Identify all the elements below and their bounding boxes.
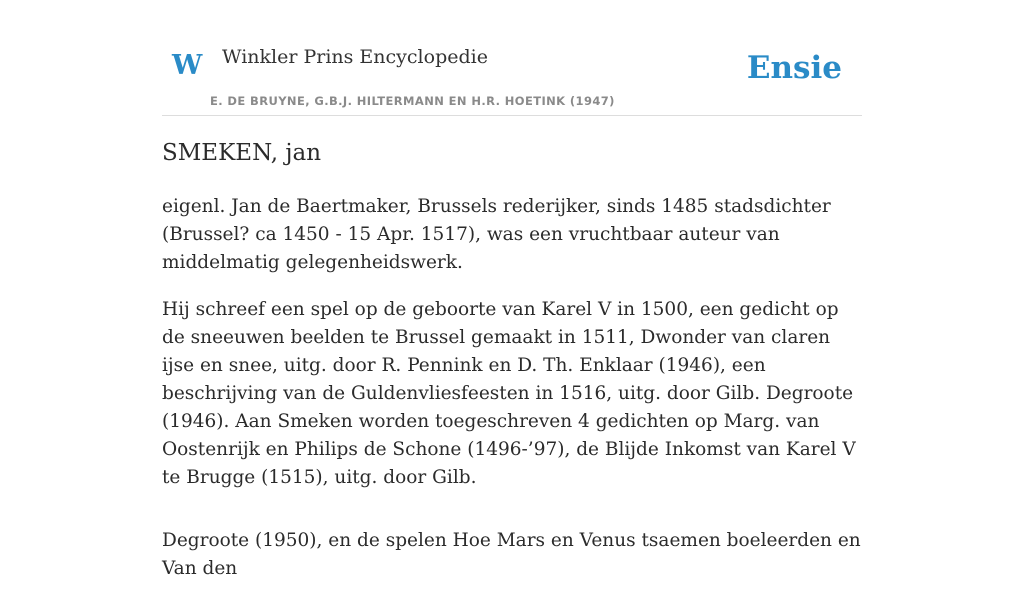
entry-paragraph: eigenl. Jan de Baertmaker, Brussels rederijker, sinds 1485 stadsdichter (Brussel? ca 1450 - 15 Apr. 1517), was een vruchtbaar auteur van middelmatig gelegenheidswerk. <box>162 196 831 273</box>
site-logo-icon[interactable]: W <box>172 50 203 81</box>
entry-paragraph: Hij schreef een spel op de geboorte van Karel V in 1500, een gedicht op de sneeuwen beelden te Brussel gemaakt in 1511, Dwonder van claren ijse en snee, uitg. door R. Pennink en D. Th. Enklaar (1946), een beschrijving van de Guldenvliesfeesten in 1516, uitg. door Gilb. Degroote (1946). Aan Smeken worden toegeschreven 4 gedichten op Marg. van Oostenrijk en Philips de Schone (1496-’97), de Blijde Inkomst van Karel V te Brugge (1515), uitg. door Gilb. <box>162 299 856 488</box>
entry-title: SMEKEN, jan <box>162 140 322 166</box>
site-header <box>162 40 862 116</box>
entry-content <box>162 193 862 602</box>
entry-paragraph: Degroote (1950), en de spelen Hoe Mars en Venus tsaemen boeleerden en Van den <box>162 530 861 579</box>
site-title[interactable]: Winkler Prins Encyclopedie <box>222 46 488 68</box>
ensie-brand-link[interactable]: Ensie <box>746 50 842 86</box>
source-authors: E. DE BRUYNE, G.B.J. HILTERMANN EN H.R. HOETINK (1947) <box>210 94 615 108</box>
